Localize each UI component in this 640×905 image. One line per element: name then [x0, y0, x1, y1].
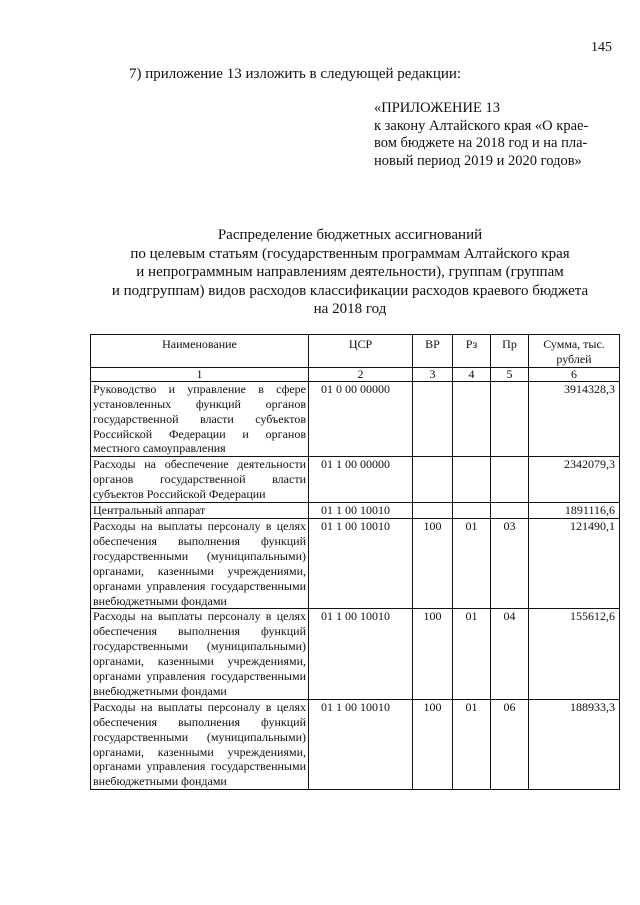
- row-name: Руководство и управление в сфере установленных функций органов государственной власти субъектов Российской Федерации и органов местного самоуправления: [91, 381, 309, 457]
- header-csr: ЦСР: [309, 335, 413, 368]
- column-number: 2: [309, 367, 413, 381]
- row-vr: 100: [413, 699, 453, 789]
- row-csr: 01 1 00 10010: [309, 503, 413, 519]
- row-sum: 155612,6: [529, 609, 620, 699]
- table-row: [91, 503, 620, 519]
- row-rz: [453, 457, 491, 503]
- row-sum: 3914328,3: [529, 381, 620, 457]
- table-row: [91, 381, 620, 457]
- title-line: и подгруппам) видов расходов классификации расходов краевого бюджета: [111, 282, 589, 299]
- row-sum: 188933,3: [529, 699, 620, 789]
- row-rz: 01: [453, 609, 491, 699]
- row-rz: [453, 381, 491, 457]
- row-name: Расходы на выплаты персоналу в целях обеспечения выполнения функций государственными (муниципальными) органами, казенными учреждениями, органами управления государственными внебюджетными фондами: [91, 699, 309, 789]
- row-pr: 03: [491, 518, 529, 608]
- table-header-row: [91, 335, 620, 368]
- row-vr: [413, 381, 453, 457]
- row-csr: 01 1 00 10010: [309, 699, 413, 789]
- row-rz: 01: [453, 699, 491, 789]
- row-rz: [453, 503, 491, 519]
- column-number: 4: [453, 367, 491, 381]
- row-name: Центральный аппарат: [91, 503, 309, 519]
- row-csr: 01 1 00 10010: [309, 609, 413, 699]
- row-name: Расходы на выплаты персоналу в целях обеспечения выполнения функций государственными (муниципальными) органами, казенными учреждениями, органами управления государственными внебюджетными фондами: [91, 609, 309, 699]
- row-csr: 01 1 00 00000: [309, 457, 413, 503]
- table-row: [91, 518, 620, 608]
- header-name: Наименование: [91, 335, 309, 368]
- header-sum: Сумма, тыс. рублей: [529, 335, 620, 368]
- budget-table: [90, 334, 620, 790]
- column-number: 3: [413, 367, 453, 381]
- row-vr: [413, 457, 453, 503]
- document-title: [70, 226, 630, 319]
- title-line: на 2018 год: [313, 301, 387, 318]
- title-line: по целевым статьям (государственным программам Алтайского края: [130, 245, 570, 262]
- appendix-line: новый период 2019 и 2020 годов»: [374, 152, 582, 169]
- row-sum: 121490,1: [529, 518, 620, 608]
- row-vr: [413, 503, 453, 519]
- title-line: и непрограммным направлениям деятельности), группам (группам: [136, 264, 564, 281]
- row-pr: 04: [491, 609, 529, 699]
- row-pr: [491, 457, 529, 503]
- appendix-line: к закону Алтайского края «О крае-: [374, 117, 589, 134]
- intro-text: 7) приложение 13 изложить в следующей редакции:: [129, 66, 462, 82]
- row-csr: 01 0 00 00000: [309, 381, 413, 457]
- table-row: [91, 457, 620, 503]
- column-number: 6: [529, 367, 620, 381]
- row-pr: [491, 381, 529, 457]
- title-line: Распределение бюджетных ассигнований: [217, 227, 483, 243]
- column-number: 5: [491, 367, 529, 381]
- row-csr: 01 1 00 10010: [309, 518, 413, 608]
- column-number: 1: [91, 367, 309, 381]
- column-number-row: [91, 367, 620, 381]
- row-name: Расходы на выплаты персоналу в целях обеспечения выполнения функций государственными (муниципальными) органами, казенными учреждениями, органами управления государственными внебюджетными фондами: [91, 518, 309, 608]
- appendix-line: вом бюджете на 2018 год и на пла-: [374, 135, 588, 151]
- header-rz: Рз: [453, 335, 491, 368]
- row-vr: 100: [413, 518, 453, 608]
- header-vr: ВР: [413, 335, 453, 368]
- row-vr: 100: [413, 609, 453, 699]
- row-sum: 1891116,6: [529, 503, 620, 519]
- table-row: [91, 609, 620, 699]
- table-row: [91, 699, 620, 789]
- row-name: Расходы на обеспечение деятельности органов государственной власти субъектов Российской Федерации: [91, 457, 309, 503]
- row-rz: 01: [453, 518, 491, 608]
- row-pr: 06: [491, 699, 529, 789]
- row-pr: [491, 503, 529, 519]
- header-pr: Пр: [491, 335, 529, 368]
- appendix-line: «ПРИЛОЖЕНИЕ 13: [374, 100, 500, 116]
- row-sum: 2342079,3: [529, 457, 620, 503]
- page-number: 145: [591, 40, 612, 55]
- appendix-header: [374, 100, 616, 170]
